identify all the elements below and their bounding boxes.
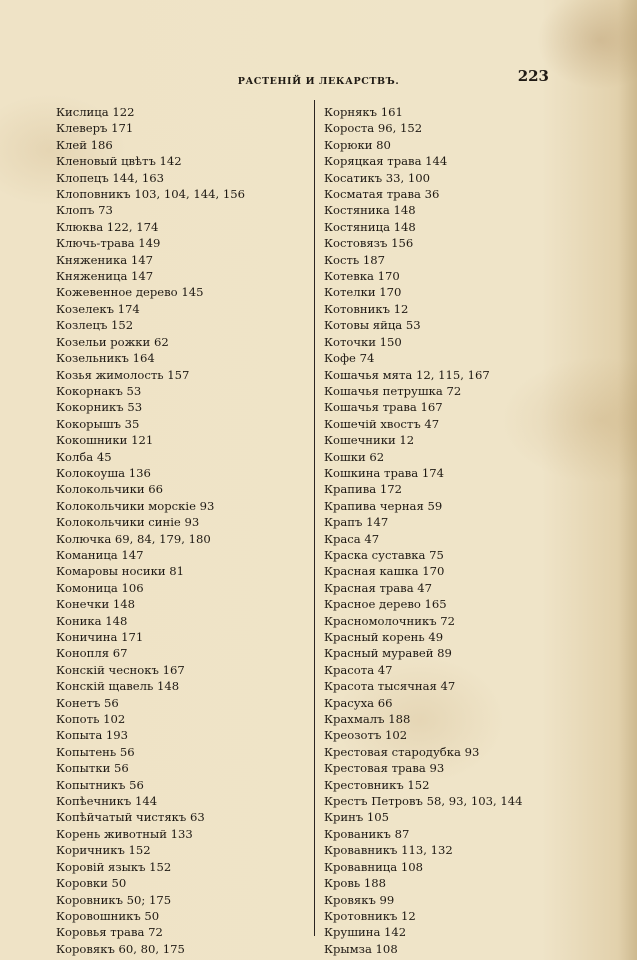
index-entry: Конечки 148 [56,597,135,612]
index-entry: Клоповникъ 103, 104, 144, 156 [56,187,245,202]
index-entry: Коровошникъ 50 [56,908,160,923]
index-entry: Козлецъ 152 [56,318,134,333]
index-column-right [324,104,584,957]
index-entry: Краса 47 [324,531,380,546]
index-entry: Кость 187 [324,252,385,267]
index-entry: Котовникъ 12 [324,301,409,316]
index-entry: Кровавница 108 [324,859,423,874]
index-entry: Красота тысячная 47 [324,679,456,694]
index-entry: Кислица 122 [56,105,135,119]
index-entry: Княженица 147 [56,269,154,284]
index-entry: Кротовникъ 12 [324,908,416,923]
index-column-left [56,104,316,957]
index-entry: Копѣечникъ 144 [56,794,158,809]
index-entry: Корнякъ 161 [324,105,403,119]
index-entry: Кожевенное дерево 145 [56,285,204,300]
index-entry: Коряцкая трава 144 [324,154,448,169]
index-entry: Коничина 171 [56,630,144,644]
index-entry: Косатикъ 33, 100 [324,170,431,185]
index-entry: Колба 45 [56,449,112,464]
running-title: РАСТЕНІЙ И ЛЕКАРСТВЪ. [237,76,400,87]
index-entry: Копыта 193 [56,728,129,743]
index-entry: Коточки 150 [324,334,402,349]
index-entry: Кошки 62 [324,449,385,464]
index-entry: Кокорникъ 53 [56,400,143,415]
index-entry: Копытки 56 [56,761,129,776]
index-entry: Крымза 108 [324,941,398,956]
index-entry: Конскій щавель 148 [56,679,180,694]
index-entry: Красномолочникъ 72 [324,613,456,628]
index-entry: Колокольчики морскіе 93 [56,498,215,513]
index-entry: Кошечники 12 [324,433,415,448]
index-entry: Колючка 69, 84, 179, 180 [56,531,211,546]
index-entry: Козья жимолость 157 [56,367,190,382]
index-entry: Коровья трава 72 [56,925,163,940]
index-entry: Копытникъ 56 [56,777,144,792]
index-entry: Крестъ Петровъ 58, 93, 103, 144 [324,794,523,809]
index-entry: Кокорышъ 35 [56,416,140,431]
index-entry: Козелекъ 174 [56,301,140,316]
index-entry: Конскій чеснокъ 167 [56,662,185,677]
index-entry: Крапива 172 [324,482,403,497]
index-entry: Красная кашка 170 [324,564,445,579]
index-entry: Крахмалъ 188 [324,712,411,727]
index-entry: Кошачья петрушка 72 [324,383,462,398]
index-entry: Кофе 74 [324,351,375,366]
column-divider [314,100,315,936]
index-entry: Коричникъ 152 [56,843,151,858]
index-entry: Кокошники 121 [56,433,154,448]
index-entry: Костяника 148 [324,203,416,218]
index-entry: Красная трава 47 [324,580,433,595]
index-entry: Кровавникъ 113, 132 [324,843,453,858]
index-entry: Короста 96, 152 [324,121,423,136]
index-entry: Конопля 67 [56,646,128,661]
index-entry: Кошкина трава 174 [324,465,445,480]
index-entry: Колокольчики синіе 93 [56,515,200,530]
index-entry: Кровякъ 99 [324,892,395,907]
index-entry: Колокольчики 66 [56,482,164,497]
index-entry: Коровникъ 50; 175 [56,892,172,907]
index-entry: Копѣйчатый чистякъ 63 [56,810,205,825]
index-entry: Крестовникъ 152 [324,777,430,792]
index-entry: Костяница 148 [324,219,416,234]
index-entry: Крованикъ 87 [324,826,410,841]
index-entry: Козельникъ 164 [56,351,155,366]
index-entry: Коника 148 [56,613,128,628]
index-entry: Корень животный 133 [56,826,193,841]
index-entry: Конетъ 56 [56,695,119,710]
index-entry: Красное дерево 165 [324,597,447,612]
index-entry: Коровякъ 60, 80, 175 [56,941,185,956]
index-entry: Корюки 80 [324,137,391,152]
index-entry: Команица 147 [56,547,144,562]
index-entry: Краска суставка 75 [324,547,444,562]
index-entry: Княженика 147 [56,252,153,267]
index-entry: Кровь 188 [324,876,387,891]
index-entry: Копытень 56 [56,744,135,759]
index-entry: Колокоуша 136 [56,465,151,480]
index-entry: Котовы яйца 53 [324,318,421,333]
index-entry: Кошечій хвостъ 47 [324,416,440,431]
index-entry: Копоть 102 [56,712,126,727]
index-entry: Крестовая трава 93 [324,761,445,776]
index-entry: Красота 47 [324,662,393,677]
index-entry: Красуха 66 [324,695,393,710]
index-entry: Коровки 50 [56,876,127,891]
index-entry: Комаровы носики 81 [56,564,185,579]
index-entry: Кошачья мята 12, 115, 167 [324,367,490,382]
index-entry: Костовязъ 156 [324,236,414,251]
index-entry: Комоница 106 [56,580,144,595]
index-entry: Косматая трава 36 [324,187,440,202]
index-entry: Ключь-трава 149 [56,236,161,251]
index-entry: Кошачья трава 167 [324,400,443,415]
index-entry: Клюква 122, 174 [56,219,159,234]
index-entry: Кокорнакъ 53 [56,383,142,398]
index-entry: Клопъ 73 [56,203,113,218]
index-entry: Котелки 170 [324,285,402,300]
index-entry: Клей 186 [56,137,113,152]
index-entry: Крапъ 147 [324,515,389,530]
index-entry: Крестовая стародубка 93 [324,744,480,759]
index-entry: Красный корень 49 [324,630,444,644]
index-entry: Клеверъ 171 [56,121,134,136]
index-entry: Креозотъ 102 [324,728,408,743]
index-entry: Коровій языкъ 152 [56,859,172,874]
index-entry: Крапива черная 59 [324,498,443,513]
index-entry: Крушина 142 [324,925,407,940]
index-entry: Козельи рожки 62 [56,334,169,349]
index-entry: Кринъ 105 [324,810,390,825]
index-entry: Котевка 170 [324,269,400,284]
page-number: 223 [517,67,549,85]
index-entry: Кленовый цвѣтъ 142 [56,154,182,169]
index-entry: Клопецъ 144, 163 [56,170,165,185]
index-entry: Красный муравей 89 [324,646,452,661]
